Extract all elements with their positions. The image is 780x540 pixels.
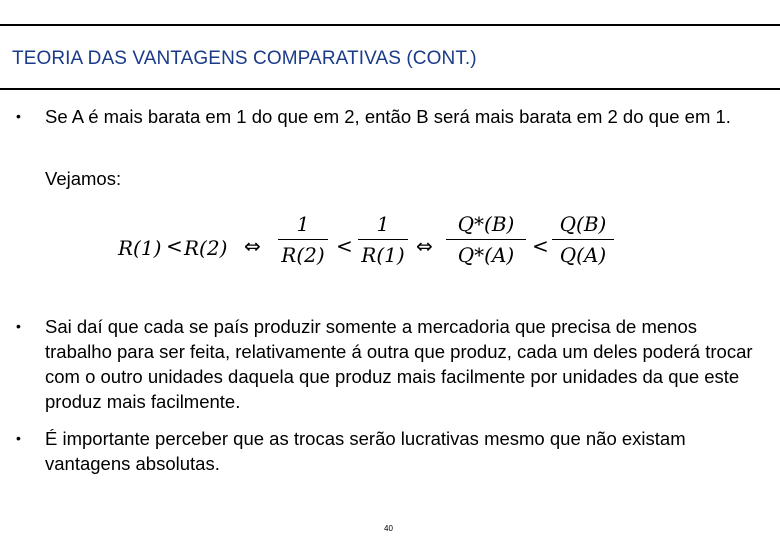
fraction-1-over-r2 xyxy=(278,212,328,267)
bullet-text: Sai daí que cada se país produzir somente a mercadoria que precisa de menos trabalho para ser feita, relativamente á outra que produz, cada um deles poderá trocar com o outro unidades daquela que produz mais facilmente por unidades da que este produz mais facilmente. xyxy=(45,316,753,412)
fraction-denominator: R(2) xyxy=(281,243,325,267)
fraction-denominator: Q(A) xyxy=(559,243,607,267)
fraction-numerator: Q*(B) xyxy=(457,212,515,236)
bullet-text: É importante perceber que as trocas serão lucrativas mesmo que não existam vantagens absolutas. xyxy=(45,428,686,474)
page-number: 40 xyxy=(384,524,393,533)
top-rule xyxy=(0,24,780,26)
formula-less-than-2: < xyxy=(336,234,353,258)
fraction-qstar xyxy=(446,212,526,267)
fraction-q xyxy=(552,212,614,267)
formula-less-than-1: < xyxy=(166,234,183,258)
fraction-numerator: Q(B) xyxy=(559,212,607,236)
vejamos-label: Vejamos: xyxy=(45,168,122,189)
fraction-denominator: R(1) xyxy=(361,243,405,267)
slide-title: TEORIA DAS VANTAGENS COMPARATIVAS (CONT.) xyxy=(12,48,477,69)
fraction-bar xyxy=(278,239,328,240)
fraction-bar xyxy=(358,239,408,240)
bullet-text: Se A é mais barata em 1 do que em 2, então B será mais barata em 2 do que em 1. xyxy=(45,106,731,127)
bullet-marker: • xyxy=(16,318,21,334)
bullet-marker: • xyxy=(16,108,21,124)
fraction-1-over-r1 xyxy=(358,212,408,267)
bullet-marker: • xyxy=(16,430,21,446)
title-underline xyxy=(0,88,780,90)
fraction-bar xyxy=(446,239,526,240)
formula-less-than-3: < xyxy=(532,234,549,258)
fraction-numerator: 1 xyxy=(296,212,310,236)
fraction-bar xyxy=(552,239,614,240)
formula-r1: R(1) xyxy=(118,236,162,260)
formula-iff-2: ⇔ xyxy=(416,234,433,258)
fraction-numerator: 1 xyxy=(376,212,390,236)
formula-r2: R(2) xyxy=(184,236,228,260)
fraction-denominator: Q*(A) xyxy=(457,243,515,267)
formula-iff-1: ⇔ xyxy=(244,234,261,258)
